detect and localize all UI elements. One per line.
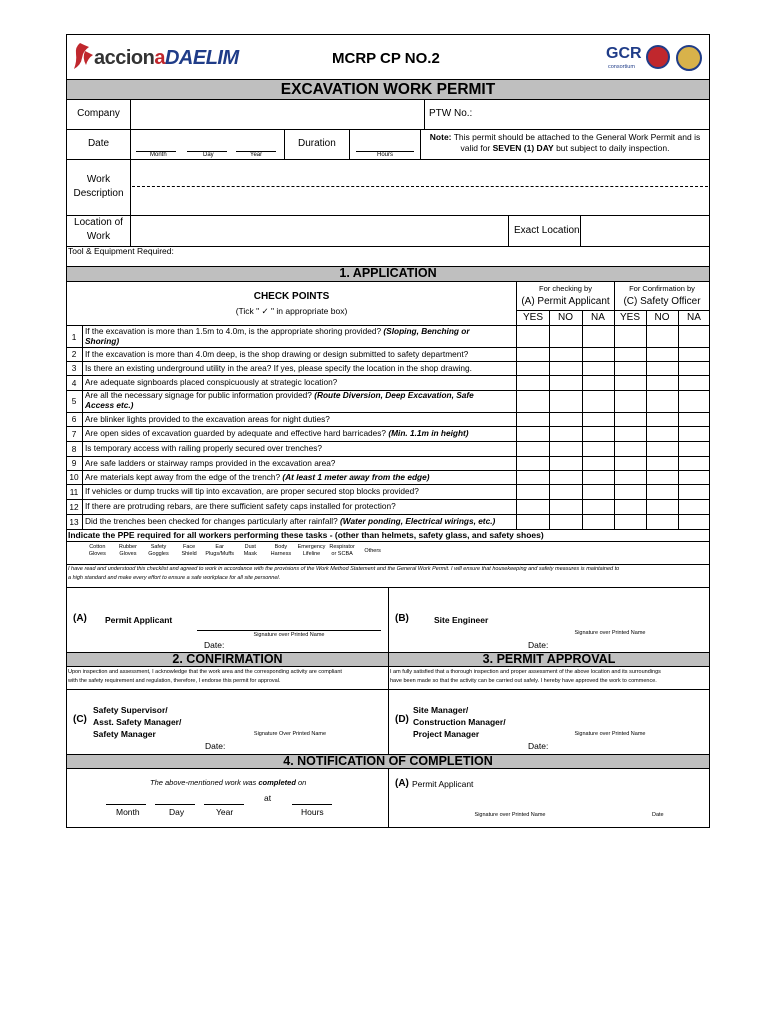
question-main: Are all the necessary signage for public information provided?	[85, 390, 315, 400]
work-desc-line2: Description	[73, 188, 124, 199]
col-yes-a: YES	[522, 312, 543, 323]
confirmation-statement	[68, 668, 386, 686]
question-text	[85, 472, 429, 482]
question-text	[85, 501, 396, 511]
sig-b-role: Site Engineer	[434, 615, 489, 625]
question-number: 13	[69, 516, 79, 527]
checkbox-cell[interactable]	[679, 327, 710, 346]
ppe-label-line1: Respirator	[329, 544, 355, 550]
document-code: MCRP CP NO.2	[332, 50, 440, 67]
question-text	[85, 390, 474, 410]
completion-at: at	[264, 793, 272, 803]
sig-b-signature-field[interactable]	[530, 610, 690, 630]
question-main: If vehicles or dump trucks will tip into excavation, are proper secured stop blocks provided?	[85, 486, 419, 496]
ppe-label-line1: Rubber	[118, 544, 137, 550]
ppe-option[interactable]	[296, 544, 327, 558]
checkbox-cell[interactable]	[615, 413, 646, 425]
checkbox-cell[interactable]	[583, 485, 614, 498]
checkbox-cell[interactable]	[615, 327, 646, 346]
confirmation-section-title: 2. CONFIRMATION	[172, 652, 283, 666]
checkbox-cell[interactable]	[647, 413, 678, 425]
checkbox-cell[interactable]	[647, 485, 678, 498]
checkbox-cell[interactable]	[583, 515, 614, 528]
approval-date-label: Date:	[528, 741, 549, 751]
location-input[interactable]	[131, 216, 507, 245]
ptw-label: PTW No.:	[429, 108, 473, 119]
checkbox-cell[interactable]	[679, 391, 710, 411]
checkbox-cell[interactable]	[583, 457, 614, 469]
ppe-label-line2: or SCBA	[331, 551, 353, 557]
sig-b-caption: Signature over Printed Name	[574, 630, 646, 636]
company-input[interactable]	[131, 100, 423, 128]
checkbox-cell[interactable]	[550, 348, 582, 360]
completion-code: (A)	[395, 778, 409, 789]
checkbox-cell[interactable]	[647, 327, 678, 346]
question-main: Are open sides of excavation guarded by adequate and effective hard barricades?	[85, 428, 389, 438]
checkbox-cell[interactable]	[583, 327, 614, 346]
question-main: Did the trenches been checked for changes particularly after rainfall?	[85, 516, 341, 526]
declaration-text	[68, 565, 708, 583]
ppe-option[interactable]	[113, 544, 144, 558]
checkbox-cell[interactable]	[517, 515, 549, 528]
checkbox-cell[interactable]	[615, 391, 646, 411]
logo-daelim: DAELIM	[164, 47, 239, 69]
checkbox-cell[interactable]	[517, 457, 549, 469]
completion-sig-caption: Signature over Printed Name	[474, 812, 546, 818]
checkbox-cell[interactable]	[583, 500, 614, 513]
ppe-instruction: Indicate the PPE required for all workers performing these tasks - (other than helmets, safety glass, and safety shoes)	[68, 530, 544, 540]
question-emphasis: (Min. 1.1m in height)	[388, 428, 469, 438]
question-number: 1	[71, 331, 77, 342]
checkbox-cell[interactable]	[647, 457, 678, 469]
checkbox-cell[interactable]	[517, 413, 549, 425]
checkbox-cell[interactable]	[679, 362, 710, 374]
checkbox-cell[interactable]	[583, 391, 614, 411]
checkbox-cell[interactable]	[517, 376, 549, 389]
question-number: 2	[71, 349, 77, 359]
checkbox-cell[interactable]	[583, 376, 614, 389]
sig-a-signature-field[interactable]	[197, 610, 381, 630]
question-number: 5	[71, 396, 77, 406]
question-main: If the excavation is more than 4.0m deep, is the shop drawing or design submitted to safety department?	[85, 348, 469, 359]
dpwh-seal-icon	[676, 45, 702, 71]
checkbox-cell[interactable]	[583, 427, 614, 440]
checkbox-cell[interactable]	[583, 413, 614, 425]
checkbox-cell[interactable]	[550, 442, 582, 455]
ppe-option[interactable]	[235, 544, 266, 558]
work-description-label	[67, 173, 130, 201]
checkbox-cell[interactable]	[517, 427, 549, 440]
sig-a-date-label: Date:	[204, 640, 225, 650]
checkbox-cell[interactable]	[583, 348, 614, 360]
checkbox-cell[interactable]	[647, 362, 678, 374]
checkbox-cell[interactable]	[679, 457, 710, 469]
question-text	[85, 377, 337, 387]
date-label: Date	[87, 138, 110, 149]
ppe-option[interactable]	[82, 544, 113, 558]
question-main: If there are protruding rebars, are there sufficient safety caps installed for protection?	[85, 501, 396, 511]
question-emphasis: (Route Diversion, Deep Excavation, Safe	[314, 390, 474, 400]
confirmation-code: (C)	[73, 714, 87, 725]
checkbox-cell[interactable]	[647, 427, 678, 440]
accionadaelim-logo	[72, 40, 272, 74]
col-na-a: NA	[591, 312, 605, 323]
checkbox-cell[interactable]	[583, 442, 614, 455]
ppe-label-line2: Harness	[270, 551, 292, 557]
question-main: Are blinker lights provided to the excavation areas for night duties?	[85, 413, 330, 424]
confirmation-role2: Asst. Safety Manager/	[93, 717, 182, 727]
confirmation-role3: Safety Manager	[93, 729, 156, 739]
completion-month: Month	[116, 807, 140, 817]
checkbox-cell[interactable]	[517, 362, 549, 374]
for-confirmation-label: For Confirmation by	[629, 284, 695, 293]
confirmation-roles	[93, 704, 181, 740]
completion-year: Year	[216, 807, 234, 817]
checkbox-cell[interactable]	[517, 391, 549, 411]
question-emphasis-cont: Access etc.)	[85, 400, 134, 410]
ppe-label-line2: Mask	[243, 551, 257, 557]
checkbox-cell[interactable]	[615, 376, 646, 389]
hours-caption: Hours	[377, 152, 394, 158]
checkbox-cell[interactable]	[647, 391, 678, 411]
checkbox-cell[interactable]	[679, 500, 710, 513]
date-year-caption: Year	[250, 152, 263, 158]
checkbox-cell[interactable]	[550, 471, 582, 483]
question-number: 9	[71, 458, 77, 468]
confirmation-line2: with the safety requirement and regulation, therefore, I endorse this permit for approval.	[68, 678, 281, 684]
logo-accion: accion	[94, 47, 155, 69]
checkbox-cell[interactable]	[615, 457, 646, 469]
confirmation-sig-caption: Signature Over Printed Name	[253, 731, 327, 737]
sig-a-role: Permit Applicant	[105, 615, 173, 625]
checkbox-cell[interactable]	[679, 515, 710, 528]
date-month-caption: Month	[150, 152, 167, 158]
location-label	[67, 216, 130, 244]
checkbox-cell[interactable]	[550, 485, 582, 498]
checkbox-cell[interactable]	[517, 471, 549, 483]
completion-text-a: The above-mentioned work was	[150, 778, 259, 787]
question-main: Are safe ladders or stairway ramps provided in the excavation area?	[85, 457, 336, 468]
ppe-label-line2: Goggles	[148, 551, 169, 557]
checkbox-cell[interactable]	[615, 427, 646, 440]
question-text	[85, 428, 469, 438]
question-number: 4	[71, 377, 77, 388]
col-yes-c: YES	[619, 312, 640, 323]
sig-a-code: (A)	[73, 613, 87, 624]
completion-statement	[150, 778, 306, 787]
checkbox-cell[interactable]	[550, 391, 582, 411]
question-number: 11	[69, 486, 79, 497]
confirmation-date-label: Date:	[205, 741, 226, 751]
checkbox-cell[interactable]	[517, 485, 549, 498]
approval-line2: have been made so that the activity can be carried out safely. I hereby have approved the work to commence.	[390, 678, 657, 684]
gcr-logo-subtext: consortium	[608, 64, 635, 70]
ppe-label-line1: Dust	[244, 544, 256, 550]
work-description-input[interactable]	[131, 160, 708, 214]
checkbox-cell[interactable]	[615, 485, 646, 498]
checkbox-cell[interactable]	[550, 457, 582, 469]
question-main: Is there an existing underground utility in the area? If yes, please specify the location in the shop drawing.	[85, 362, 472, 373]
logo-a: a	[154, 47, 165, 69]
question-text	[85, 349, 468, 359]
approval-roles	[413, 704, 506, 740]
ppe-label-line2: Gloves	[119, 551, 137, 557]
note-bold: SEVEN (1) DAY	[492, 143, 554, 153]
question-text	[85, 458, 335, 468]
gcr-logo-text: GCR	[606, 45, 642, 62]
checkbox-cell[interactable]	[615, 348, 646, 360]
checkbox-cell[interactable]	[647, 500, 678, 513]
tools-label: Tool & Equipment Required:	[68, 246, 174, 256]
checkbox-cell[interactable]	[679, 442, 710, 455]
confirmation-line1: Upon inspection and assessment, I acknowledge that the work area and the corresponding activity are compliant	[68, 669, 342, 675]
sig-b-date-label: Date:	[528, 640, 549, 650]
company-label: Company	[77, 108, 120, 119]
checkbox-cell[interactable]	[550, 362, 582, 374]
question-text	[85, 443, 322, 453]
approval-signature-field[interactable]	[535, 705, 685, 730]
ppe-label-line1: Emergency	[297, 544, 326, 550]
completion-section-title: 4. NOTIFICATION OF COMPLETION	[283, 754, 493, 768]
checkbox-cell[interactable]	[679, 376, 710, 389]
col-no-a: NO	[558, 312, 573, 323]
approval-statement	[390, 668, 708, 686]
ppe-label-line1: Cotton	[89, 544, 106, 550]
checkbox-cell[interactable]	[517, 327, 549, 346]
application-section-title: 1. APPLICATION	[339, 266, 437, 280]
note-label: Note:	[429, 132, 452, 142]
checkbox-cell[interactable]	[647, 376, 678, 389]
question-main: If the excavation is more than 1.5m to 4.0m, is the appropriate shoring provided?	[85, 326, 384, 336]
ppe-label-line2: Plugs/Muffs	[205, 551, 234, 557]
work-desc-line1: Work	[86, 174, 111, 185]
col-na-c: NA	[687, 312, 701, 323]
checkbox-cell[interactable]	[615, 442, 646, 455]
approval-role2: Construction Manager/	[413, 717, 506, 727]
question-number: 8	[71, 443, 77, 454]
ppe-label-line2: Shield	[181, 551, 197, 557]
checkbox-cell[interactable]	[517, 500, 549, 513]
completion-text-c: on	[295, 778, 307, 787]
check-points-heading: CHECK POINTS	[253, 291, 330, 302]
tick-instruction: (Tick " ✓ " in appropriate box)	[235, 306, 348, 316]
approval-code: (D)	[395, 714, 409, 725]
approval-sig-caption: Signature over Printed Name	[574, 731, 646, 737]
permit-title: EXCAVATION WORK PERMIT	[280, 81, 496, 98]
question-text	[85, 486, 419, 496]
ppe-option[interactable]	[204, 544, 235, 558]
declaration-line2: a high standard and make every effort to ensure a safe workplace for all site personnel.	[68, 575, 281, 581]
ppe-option[interactable]	[266, 544, 297, 558]
gcr-emblem-icon	[646, 45, 670, 69]
declaration-line1: I have read and understood this checklist and agreed to work in accordance with the provisions of the Work Method Statement and the General Work Permit. I will ensure that housekeeping and safety measures is maintained to	[68, 566, 620, 572]
checkbox-cell[interactable]	[583, 362, 614, 374]
ppe-option[interactable]	[174, 544, 205, 558]
permit-applicant-header: (A) Permit Applicant	[521, 296, 610, 307]
checkbox-cell[interactable]	[615, 500, 646, 513]
location-line1: Location of	[74, 217, 123, 228]
ppe-label-line1: Body	[274, 544, 288, 550]
date-day-caption: Day	[203, 152, 214, 158]
checkbox-cell[interactable]	[550, 327, 582, 346]
checkbox-cell[interactable]	[679, 413, 710, 425]
col-no-c: NO	[654, 312, 670, 323]
checkbox-cell[interactable]	[517, 442, 549, 455]
ppe-label-line2: Lifeline	[302, 551, 321, 557]
checkbox-cell[interactable]	[550, 413, 582, 425]
checkbox-cell[interactable]	[615, 515, 646, 528]
question-number: 12	[69, 501, 79, 512]
ppe-option[interactable]	[327, 544, 358, 558]
approval-section-title: 3. PERMIT APPROVAL	[482, 652, 616, 666]
checkbox-cell[interactable]	[647, 471, 678, 483]
question-main: Is temporary access with railing properly secured over trenches?	[85, 443, 323, 453]
ppe-option[interactable]	[357, 548, 388, 555]
completion-text-b: completed	[258, 778, 296, 787]
question-emphasis: (Water ponding, Electrical wirings, etc.)	[340, 516, 496, 526]
checkbox-cell[interactable]	[679, 471, 710, 483]
approval-line1: I am fully satisfied that a thorough inspection and proper assessment of the above location and its surroundings	[390, 669, 661, 675]
note-line1: This permit should be attached to the General Work Permit and is	[451, 132, 701, 142]
checkbox-cell[interactable]	[679, 348, 710, 360]
ppe-label-line1: Safety	[150, 544, 167, 550]
question-text	[85, 326, 470, 346]
question-number: 6	[71, 414, 77, 424]
location-line2: Work	[86, 231, 111, 242]
completion-day: Day	[169, 807, 185, 817]
checkbox-cell[interactable]	[679, 427, 710, 440]
approval-role3: Project Manager	[413, 729, 480, 739]
checkbox-cell[interactable]	[615, 362, 646, 374]
question-number: 3	[71, 363, 77, 373]
question-main: Are adequate signboards placed conspicuously at strategic location?	[85, 377, 338, 387]
completion-signature-field[interactable]	[460, 790, 560, 810]
completion-date-caption: Date	[652, 812, 664, 818]
question-emphasis-cont: Shoring)	[85, 336, 120, 346]
sig-b-code: (B)	[395, 613, 409, 624]
gcr-logo	[602, 42, 706, 76]
question-number: 10	[69, 472, 79, 482]
ppe-label-line1: Face	[182, 544, 196, 550]
safety-officer-header: (C) Safety Officer	[623, 296, 701, 307]
question-number: 7	[71, 428, 77, 439]
checkbox-cell[interactable]	[550, 376, 582, 389]
ppe-label-line1: Others	[364, 548, 381, 554]
completion-role: Permit Applicant	[412, 779, 474, 789]
checkbox-cell[interactable]	[550, 500, 582, 513]
question-text	[85, 516, 495, 526]
for-checking-label: For checking by	[539, 284, 592, 293]
note-line2b: but subject to daily inspection.	[553, 143, 670, 153]
checkbox-cell[interactable]	[517, 348, 549, 360]
checkbox-cell[interactable]	[647, 348, 678, 360]
question-text	[85, 363, 472, 373]
checkbox-cell[interactable]	[615, 471, 646, 483]
confirmation-signature-field[interactable]	[215, 705, 365, 730]
question-text	[85, 414, 330, 424]
sig-a-caption: Signature over Printed Name	[253, 632, 325, 638]
question-main: Are materials kept away from the edge of the trench?	[85, 471, 283, 482]
note-line2a: valid for	[460, 143, 493, 153]
ppe-label-line2: Gloves	[88, 551, 106, 557]
exact-location-label: Exact Location	[514, 225, 580, 236]
confirmation-role1: Safety Supervisor/	[93, 705, 168, 715]
checkbox-cell[interactable]	[647, 515, 678, 528]
checkbox-cell[interactable]	[583, 471, 614, 483]
ppe-label-line1: Ear	[215, 544, 224, 550]
question-emphasis: (Sloping, Benching or	[383, 326, 470, 336]
checkbox-cell[interactable]	[679, 485, 710, 498]
ppe-option[interactable]	[143, 544, 174, 558]
exact-location-input[interactable]	[581, 216, 708, 245]
completion-hours: Hours	[301, 807, 324, 817]
duration-label: Duration	[298, 138, 336, 149]
checkbox-cell[interactable]	[550, 427, 582, 440]
note-text	[422, 132, 708, 154]
checkbox-cell[interactable]	[647, 442, 678, 455]
question-emphasis: (At least 1 meter away from the edge)	[282, 471, 430, 482]
approval-role1: Site Manager/	[413, 705, 469, 715]
checkbox-cell[interactable]	[550, 515, 582, 528]
ptw-input[interactable]	[480, 100, 708, 128]
